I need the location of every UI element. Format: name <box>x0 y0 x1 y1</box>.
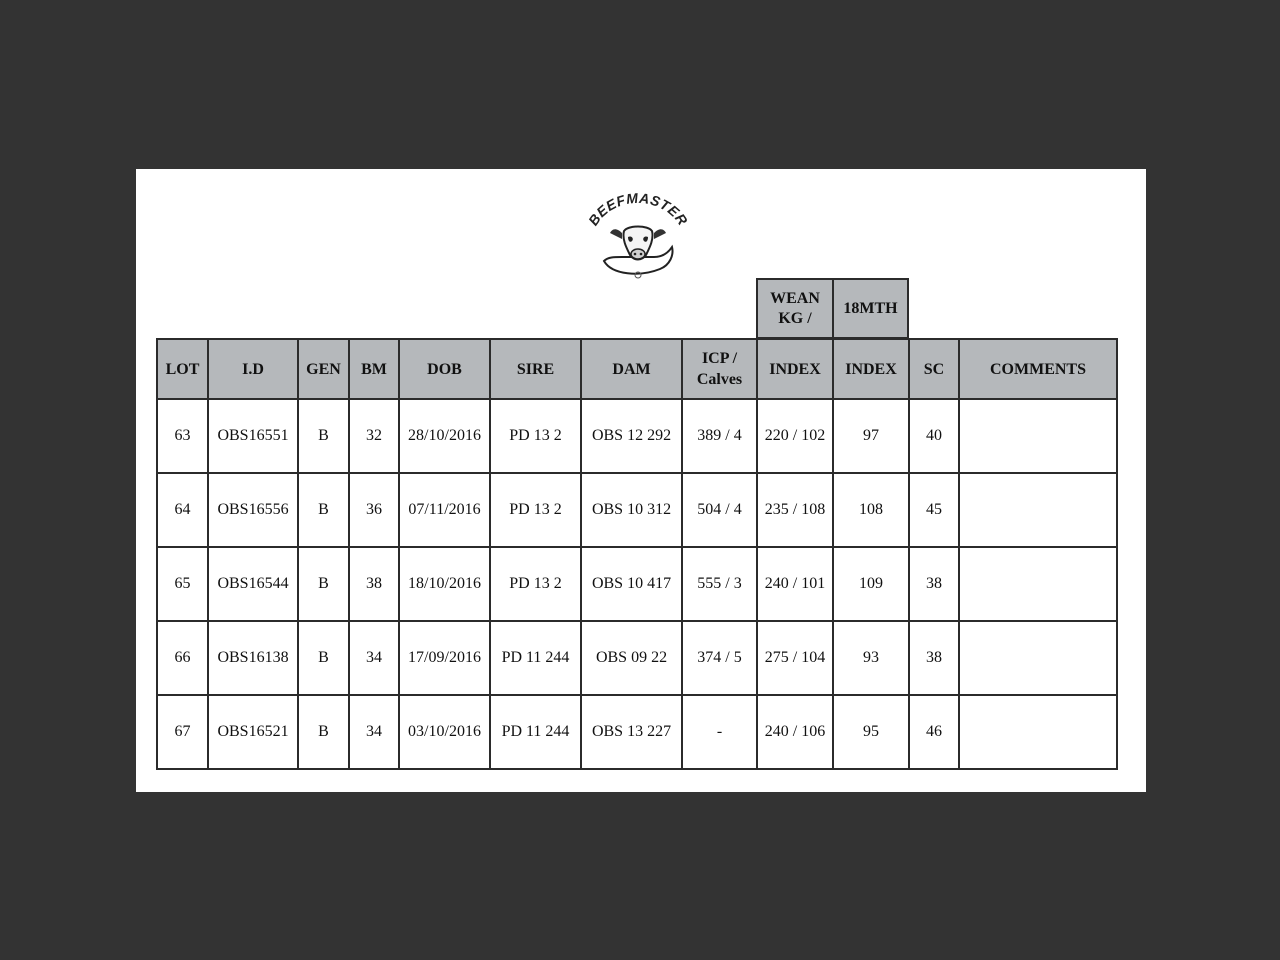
cell-sire: PD 11 244 <box>490 621 581 695</box>
cell-sc: 38 <box>909 621 959 695</box>
cell-id: OBS16544 <box>208 547 298 621</box>
cell-icp: 555 / 3 <box>682 547 757 621</box>
cell-comments <box>959 399 1117 473</box>
catalogue-page <box>136 169 1146 792</box>
cell-wean: 235 / 108 <box>757 473 833 547</box>
table-header-row <box>157 339 1117 399</box>
18mth-super-header: 18MTH <box>832 278 909 339</box>
cell-comments <box>959 695 1117 769</box>
col-18mth-index: INDEX <box>833 339 909 399</box>
col-wean-index: INDEX <box>757 339 833 399</box>
cell-id: OBS16521 <box>208 695 298 769</box>
col-sc: SC <box>909 339 959 399</box>
cell-icp: - <box>682 695 757 769</box>
table-row <box>157 621 1117 695</box>
cell-gen: B <box>298 695 349 769</box>
col-sire: SIRE <box>490 339 581 399</box>
cell-18mth: 109 <box>833 547 909 621</box>
cell-id: OBS16556 <box>208 473 298 547</box>
cell-wean: 220 / 102 <box>757 399 833 473</box>
cell-sire: PD 13 2 <box>490 547 581 621</box>
table-row <box>157 399 1117 473</box>
col-icp-calves: ICP / Calves <box>682 339 757 399</box>
cell-lot: 63 <box>157 399 208 473</box>
cell-dob: 07/11/2016 <box>399 473 490 547</box>
cell-icp: 374 / 5 <box>682 621 757 695</box>
cell-18mth: 95 <box>833 695 909 769</box>
cell-bm: 38 <box>349 547 399 621</box>
cell-dam: OBS 09 22 <box>581 621 682 695</box>
cell-dam: OBS 10 312 <box>581 473 682 547</box>
table-row <box>157 547 1117 621</box>
cell-comments <box>959 473 1117 547</box>
cell-comments <box>959 547 1117 621</box>
cell-bm: 36 <box>349 473 399 547</box>
cell-icp: 389 / 4 <box>682 399 757 473</box>
col-id: I.D <box>208 339 298 399</box>
cell-wean: 275 / 104 <box>757 621 833 695</box>
cell-sire: PD 11 244 <box>490 695 581 769</box>
cell-sire: PD 13 2 <box>490 473 581 547</box>
cell-dam: OBS 13 227 <box>581 695 682 769</box>
cell-sire: PD 13 2 <box>490 399 581 473</box>
beefmaster-logo <box>582 191 694 283</box>
cell-18mth: 108 <box>833 473 909 547</box>
cell-gen: B <box>298 399 349 473</box>
cell-sc: 46 <box>909 695 959 769</box>
col-lot: LOT <box>157 339 208 399</box>
table-row <box>157 695 1117 769</box>
cell-dob: 03/10/2016 <box>399 695 490 769</box>
cell-icp: 504 / 4 <box>682 473 757 547</box>
cell-18mth: 93 <box>833 621 909 695</box>
cell-wean: 240 / 106 <box>757 695 833 769</box>
col-dam: DAM <box>581 339 682 399</box>
cell-gen: B <box>298 473 349 547</box>
cell-bm: 32 <box>349 399 399 473</box>
cell-18mth: 97 <box>833 399 909 473</box>
cell-gen: B <box>298 621 349 695</box>
cell-gen: B <box>298 547 349 621</box>
cell-dob: 28/10/2016 <box>399 399 490 473</box>
cell-wean: 240 / 101 <box>757 547 833 621</box>
cell-bm: 34 <box>349 695 399 769</box>
cell-dam: OBS 12 292 <box>581 399 682 473</box>
cell-dam: OBS 10 417 <box>581 547 682 621</box>
svg-text:BEEFMASTER: BEEFMASTER <box>584 191 692 229</box>
cell-dob: 17/09/2016 <box>399 621 490 695</box>
cell-sc: 45 <box>909 473 959 547</box>
cell-lot: 67 <box>157 695 208 769</box>
wean-kg-super-header: WEAN KG / <box>756 278 834 339</box>
bull-head-icon <box>582 191 694 283</box>
cell-bm: 34 <box>349 621 399 695</box>
cell-lot: 64 <box>157 473 208 547</box>
cell-dob: 18/10/2016 <box>399 547 490 621</box>
cell-id: OBS16138 <box>208 621 298 695</box>
cell-sc: 38 <box>909 547 959 621</box>
cell-comments <box>959 621 1117 695</box>
lot-table <box>156 338 1118 770</box>
cell-lot: 65 <box>157 547 208 621</box>
col-gen: GEN <box>298 339 349 399</box>
cell-sc: 40 <box>909 399 959 473</box>
col-dob: DOB <box>399 339 490 399</box>
cell-lot: 66 <box>157 621 208 695</box>
col-comments: COMMENTS <box>959 339 1117 399</box>
cell-id: OBS16551 <box>208 399 298 473</box>
col-bm: BM <box>349 339 399 399</box>
table-row <box>157 473 1117 547</box>
